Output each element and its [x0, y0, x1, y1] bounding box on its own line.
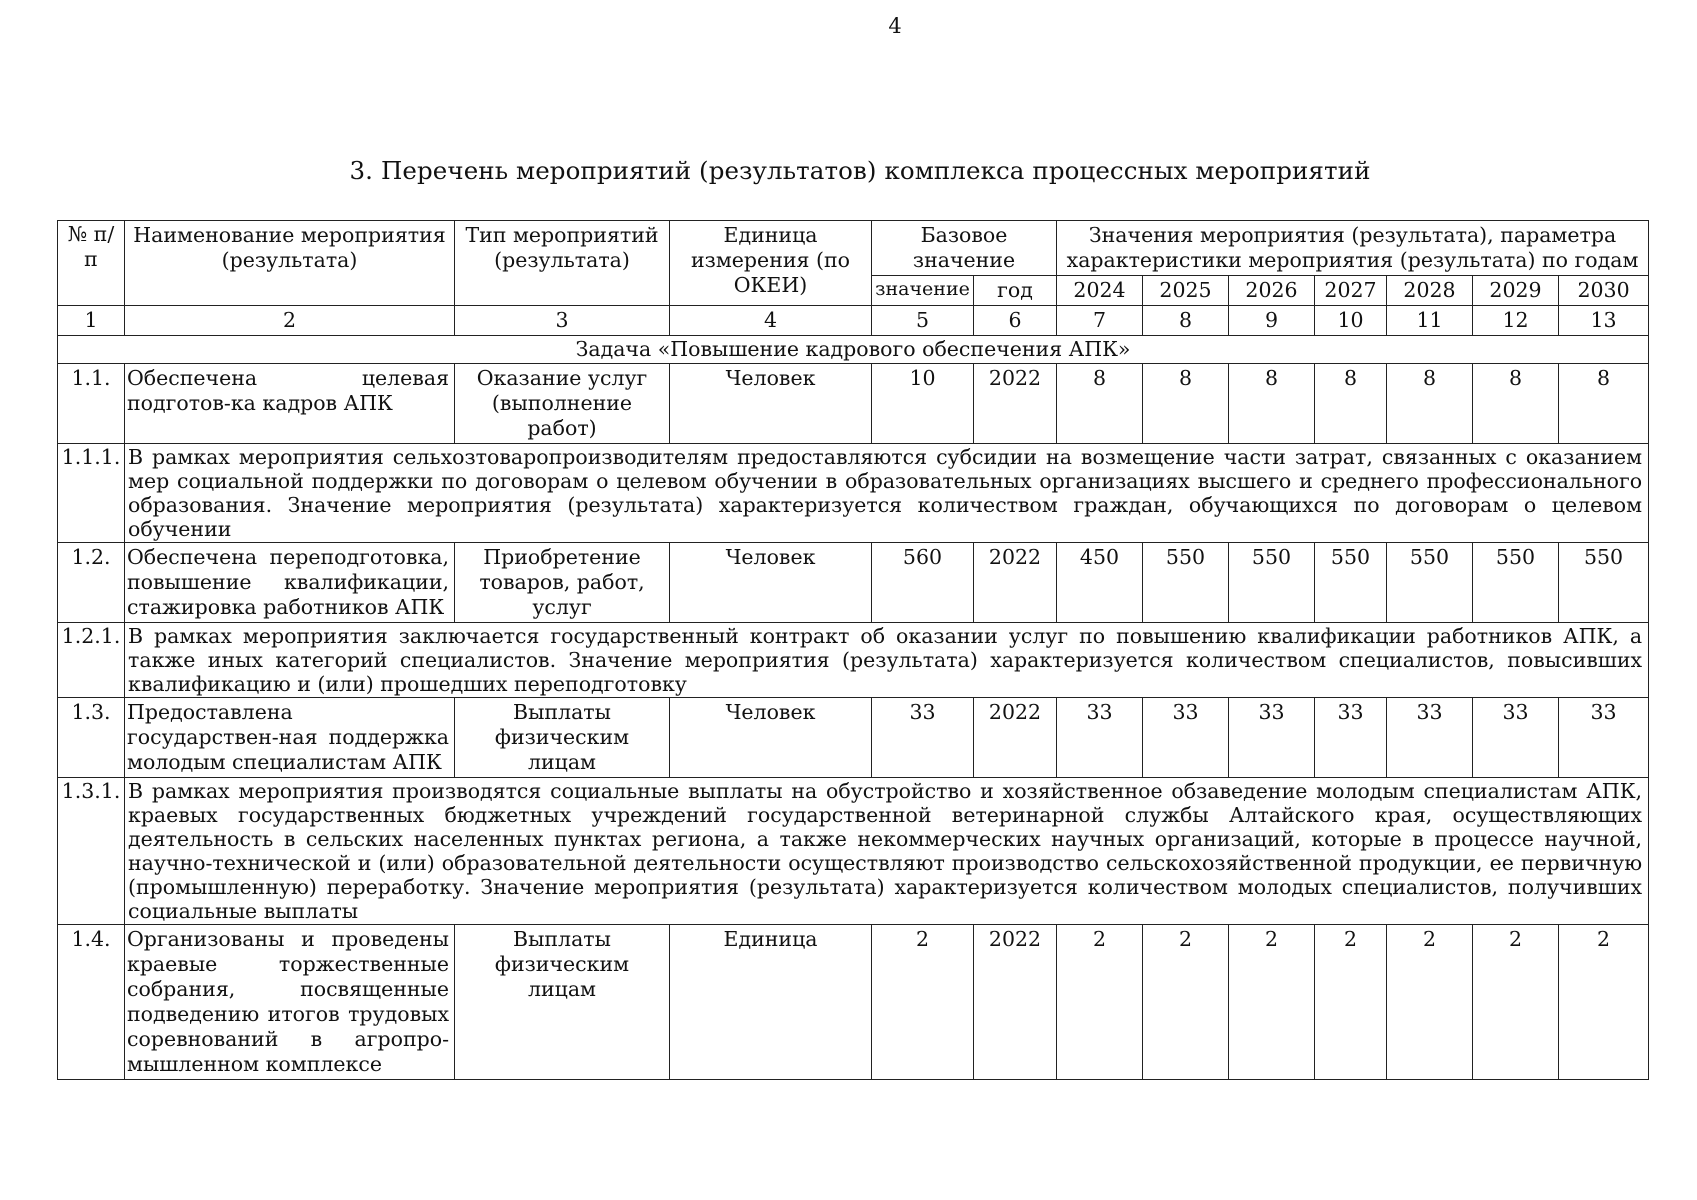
header-base-year: год	[974, 276, 1057, 306]
base-year: 2022	[974, 925, 1057, 1080]
header-num: № п/п	[58, 221, 125, 306]
base-year: 2022	[974, 698, 1057, 778]
year-value: 8	[1143, 364, 1229, 444]
column-number: 1	[58, 306, 125, 336]
header-year: 2028	[1387, 276, 1473, 306]
measure-name: Организованы и проведены краевые торжественные собрания, посвященные подведению итогов трудовых соревнований в агропро-мышленном комплексе	[125, 925, 455, 1080]
description-text: В рамках мероприятия сельхозтоваропроизводителям предоставляются субсидии на возмещение части затрат, связанных с оказанием мер социальной поддержки по договорам о целевом обучении в образовательных организациях высшего и среднего профессионального образования. Значение мероприятия (результата) характеризуется количеством граждан, обучающихся по договорам о целевом обучении	[125, 444, 1649, 543]
column-number: 3	[455, 306, 670, 336]
column-number-row	[58, 306, 1649, 336]
year-value: 33	[1143, 698, 1229, 778]
column-number: 9	[1229, 306, 1315, 336]
column-number: 12	[1473, 306, 1559, 336]
measure-type: Приобретение товаров, работ, услуг	[455, 543, 670, 623]
year-value: 2	[1473, 925, 1559, 1080]
measure-number: 1.2.	[58, 543, 125, 623]
year-value: 8	[1559, 364, 1649, 444]
description-number: 1.2.1.	[58, 623, 125, 698]
measure-unit: Единица	[670, 925, 872, 1080]
year-value: 8	[1057, 364, 1143, 444]
header-year: 2026	[1229, 276, 1315, 306]
year-value: 8	[1229, 364, 1315, 444]
measure-name: Обеспечена переподготовка, повышение квалификации, стажировка работников АПК	[125, 543, 455, 623]
measure-unit: Человек	[670, 543, 872, 623]
year-value: 450	[1057, 543, 1143, 623]
header-base: Базовое значение	[872, 221, 1057, 276]
base-year: 2022	[974, 543, 1057, 623]
page-number: 4	[888, 14, 902, 38]
description-row	[58, 444, 1649, 543]
header-name: Наименование мероприятия (результата)	[125, 221, 455, 306]
header-year: 2024	[1057, 276, 1143, 306]
year-value: 33	[1057, 698, 1143, 778]
measure-name: Предоставлена государствен-ная поддержка молодым специалистам АПК	[125, 698, 455, 778]
column-number: 7	[1057, 306, 1143, 336]
base-value: 33	[872, 698, 974, 778]
year-value: 550	[1559, 543, 1649, 623]
column-number: 6	[974, 306, 1057, 336]
measure-row	[58, 364, 1649, 444]
column-number: 11	[1387, 306, 1473, 336]
header-year: 2027	[1315, 276, 1387, 306]
year-value: 2	[1387, 925, 1473, 1080]
year-value: 550	[1315, 543, 1387, 623]
year-value: 8	[1473, 364, 1559, 444]
base-year: 2022	[974, 364, 1057, 444]
header-type: Тип мероприятий (результата)	[455, 221, 670, 306]
measure-name: Обеспечена целевая подготов-ка кадров АПК	[125, 364, 455, 444]
measures-table	[57, 220, 1649, 1080]
description-text: В рамках мероприятия заключается государственный контракт об оказании услуг по повышению квалификации работников АПК, а также иных категорий специалистов. Значение мероприятия (результата) характеризуется количеством специалистов, повысивших квалификацию и (или) прошедших переподготовку	[125, 623, 1649, 698]
measure-row	[58, 698, 1649, 778]
measure-row	[58, 925, 1649, 1080]
measure-number: 1.1.	[58, 364, 125, 444]
measure-type: Выплаты физическим лицам	[455, 925, 670, 1080]
year-value: 550	[1229, 543, 1315, 623]
year-value: 550	[1143, 543, 1229, 623]
header-year: 2025	[1143, 276, 1229, 306]
task-row	[58, 336, 1649, 364]
measure-unit: Человек	[670, 364, 872, 444]
task-title: Задача «Повышение кадрового обеспечения АПК»	[58, 336, 1649, 364]
measure-number: 1.3.	[58, 698, 125, 778]
year-value: 2	[1315, 925, 1387, 1080]
base-value: 2	[872, 925, 974, 1080]
column-number: 2	[125, 306, 455, 336]
year-value: 33	[1315, 698, 1387, 778]
description-row	[58, 778, 1649, 925]
year-value: 2	[1057, 925, 1143, 1080]
year-value: 550	[1473, 543, 1559, 623]
year-value: 8	[1387, 364, 1473, 444]
column-number: 8	[1143, 306, 1229, 336]
section-title: 3. Перечень мероприятий (результатов) комплекса процессных мероприятий	[349, 156, 1371, 185]
measure-row	[58, 543, 1649, 623]
description-row	[58, 623, 1649, 698]
year-value: 550	[1387, 543, 1473, 623]
column-number: 10	[1315, 306, 1387, 336]
header-unit: Единица измерения (по ОКЕИ)	[670, 221, 872, 306]
year-value: 2	[1559, 925, 1649, 1080]
year-value: 8	[1315, 364, 1387, 444]
description-text: В рамках мероприятия производятся социальные выплаты на обустройство и хозяйственное обзаведение молодым специалистам АПК, краевых государственных бюджетных учреждений государственной ветеринарной службы Алтайского края, осуществляющих деятельность в сельских населенных пунктах региона, а также некоммерческих научных организаций, которые в процессе научной, научно-технической и (или) образовательной деятельности осуществляют производство сельскохозяйственной продукции, ее первичную (промышленную) переработку. Значение мероприятия (результата) характеризуется количеством молодых специалистов, получивших социальные выплаты	[125, 778, 1649, 925]
header-values: Значения мероприятия (результата), параметра характеристики мероприятия (результата) по годам	[1057, 221, 1649, 276]
base-value: 10	[872, 364, 974, 444]
measure-type: Выплаты физическим лицам	[455, 698, 670, 778]
header-year: 2029	[1473, 276, 1559, 306]
description-number: 1.3.1.	[58, 778, 125, 925]
header-year: 2030	[1559, 276, 1649, 306]
year-value: 33	[1229, 698, 1315, 778]
header-base-value: значение	[872, 276, 974, 306]
measure-number: 1.4.	[58, 925, 125, 1080]
year-value: 33	[1387, 698, 1473, 778]
description-number: 1.1.1.	[58, 444, 125, 543]
measure-type: Оказание услуг (выполнение работ)	[455, 364, 670, 444]
year-value: 33	[1559, 698, 1649, 778]
column-number: 5	[872, 306, 974, 336]
year-value: 2	[1143, 925, 1229, 1080]
measure-unit: Человек	[670, 698, 872, 778]
base-value: 560	[872, 543, 974, 623]
year-value: 33	[1473, 698, 1559, 778]
year-value: 2	[1229, 925, 1315, 1080]
column-number: 13	[1559, 306, 1649, 336]
column-number: 4	[670, 306, 872, 336]
